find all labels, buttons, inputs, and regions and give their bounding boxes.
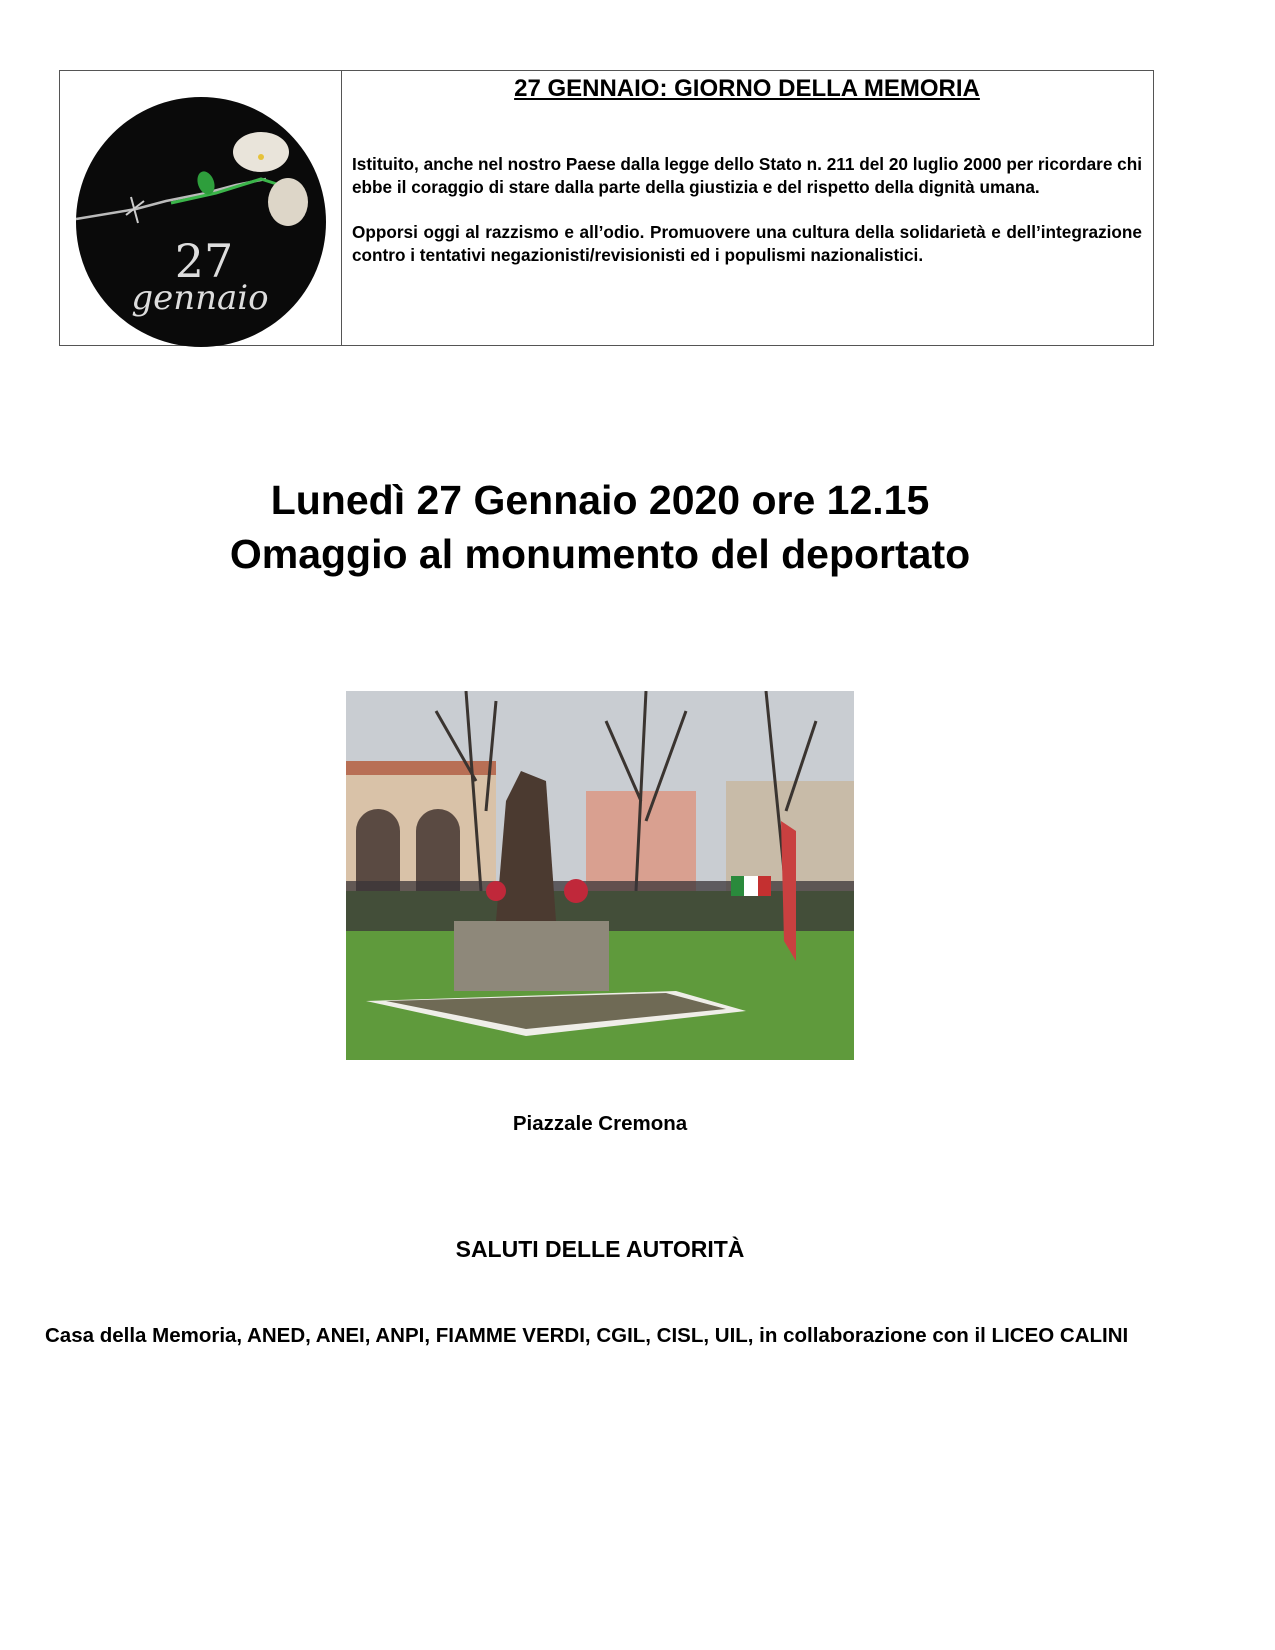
location-caption: Piazzale Cremona xyxy=(512,1112,688,1135)
logo-number: 27 xyxy=(174,234,234,288)
box-title: 27 GENNAIO: GIORNO DELLA MEMORIA xyxy=(514,75,980,102)
event-title: Omaggio al monumento del deportato xyxy=(229,531,971,577)
organizers-text: Casa della Memoria, ANED, ANEI, ANPI, FIAMME VERDI, CGIL, CISL, UIL, in collaborazione con il LICEO CALINI xyxy=(45,1324,1129,1347)
intro-paragraph: Istituito, anche nel nostro Paese dalla legge dello Stato n. 211 del 20 luglio 2000 per ricordare chi ebbe il coraggio di stare dalla parte della giustizia e del rispetto della dignità umana. xyxy=(352,154,1142,197)
intro-paragraph: Opporsi oggi al razzismo e all’odio. Promuovere una cultura della solidarietà e dell’integrazione contro i tentativi negazionisti/revisionisti ed i populismi nazionalistici. xyxy=(352,222,1142,265)
logo-cell xyxy=(60,71,342,345)
header-box xyxy=(59,70,1154,346)
monument-photo xyxy=(346,691,854,1060)
logo-word: gennaio xyxy=(131,278,269,318)
event-date: Lunedì 27 Gennaio 2020 ore 12.15 xyxy=(270,477,930,523)
intro-text-cell xyxy=(352,71,1142,267)
giorno-memoria-logo xyxy=(76,97,326,347)
program-heading: SALUTI DELLE AUTORITÀ xyxy=(455,1236,745,1262)
